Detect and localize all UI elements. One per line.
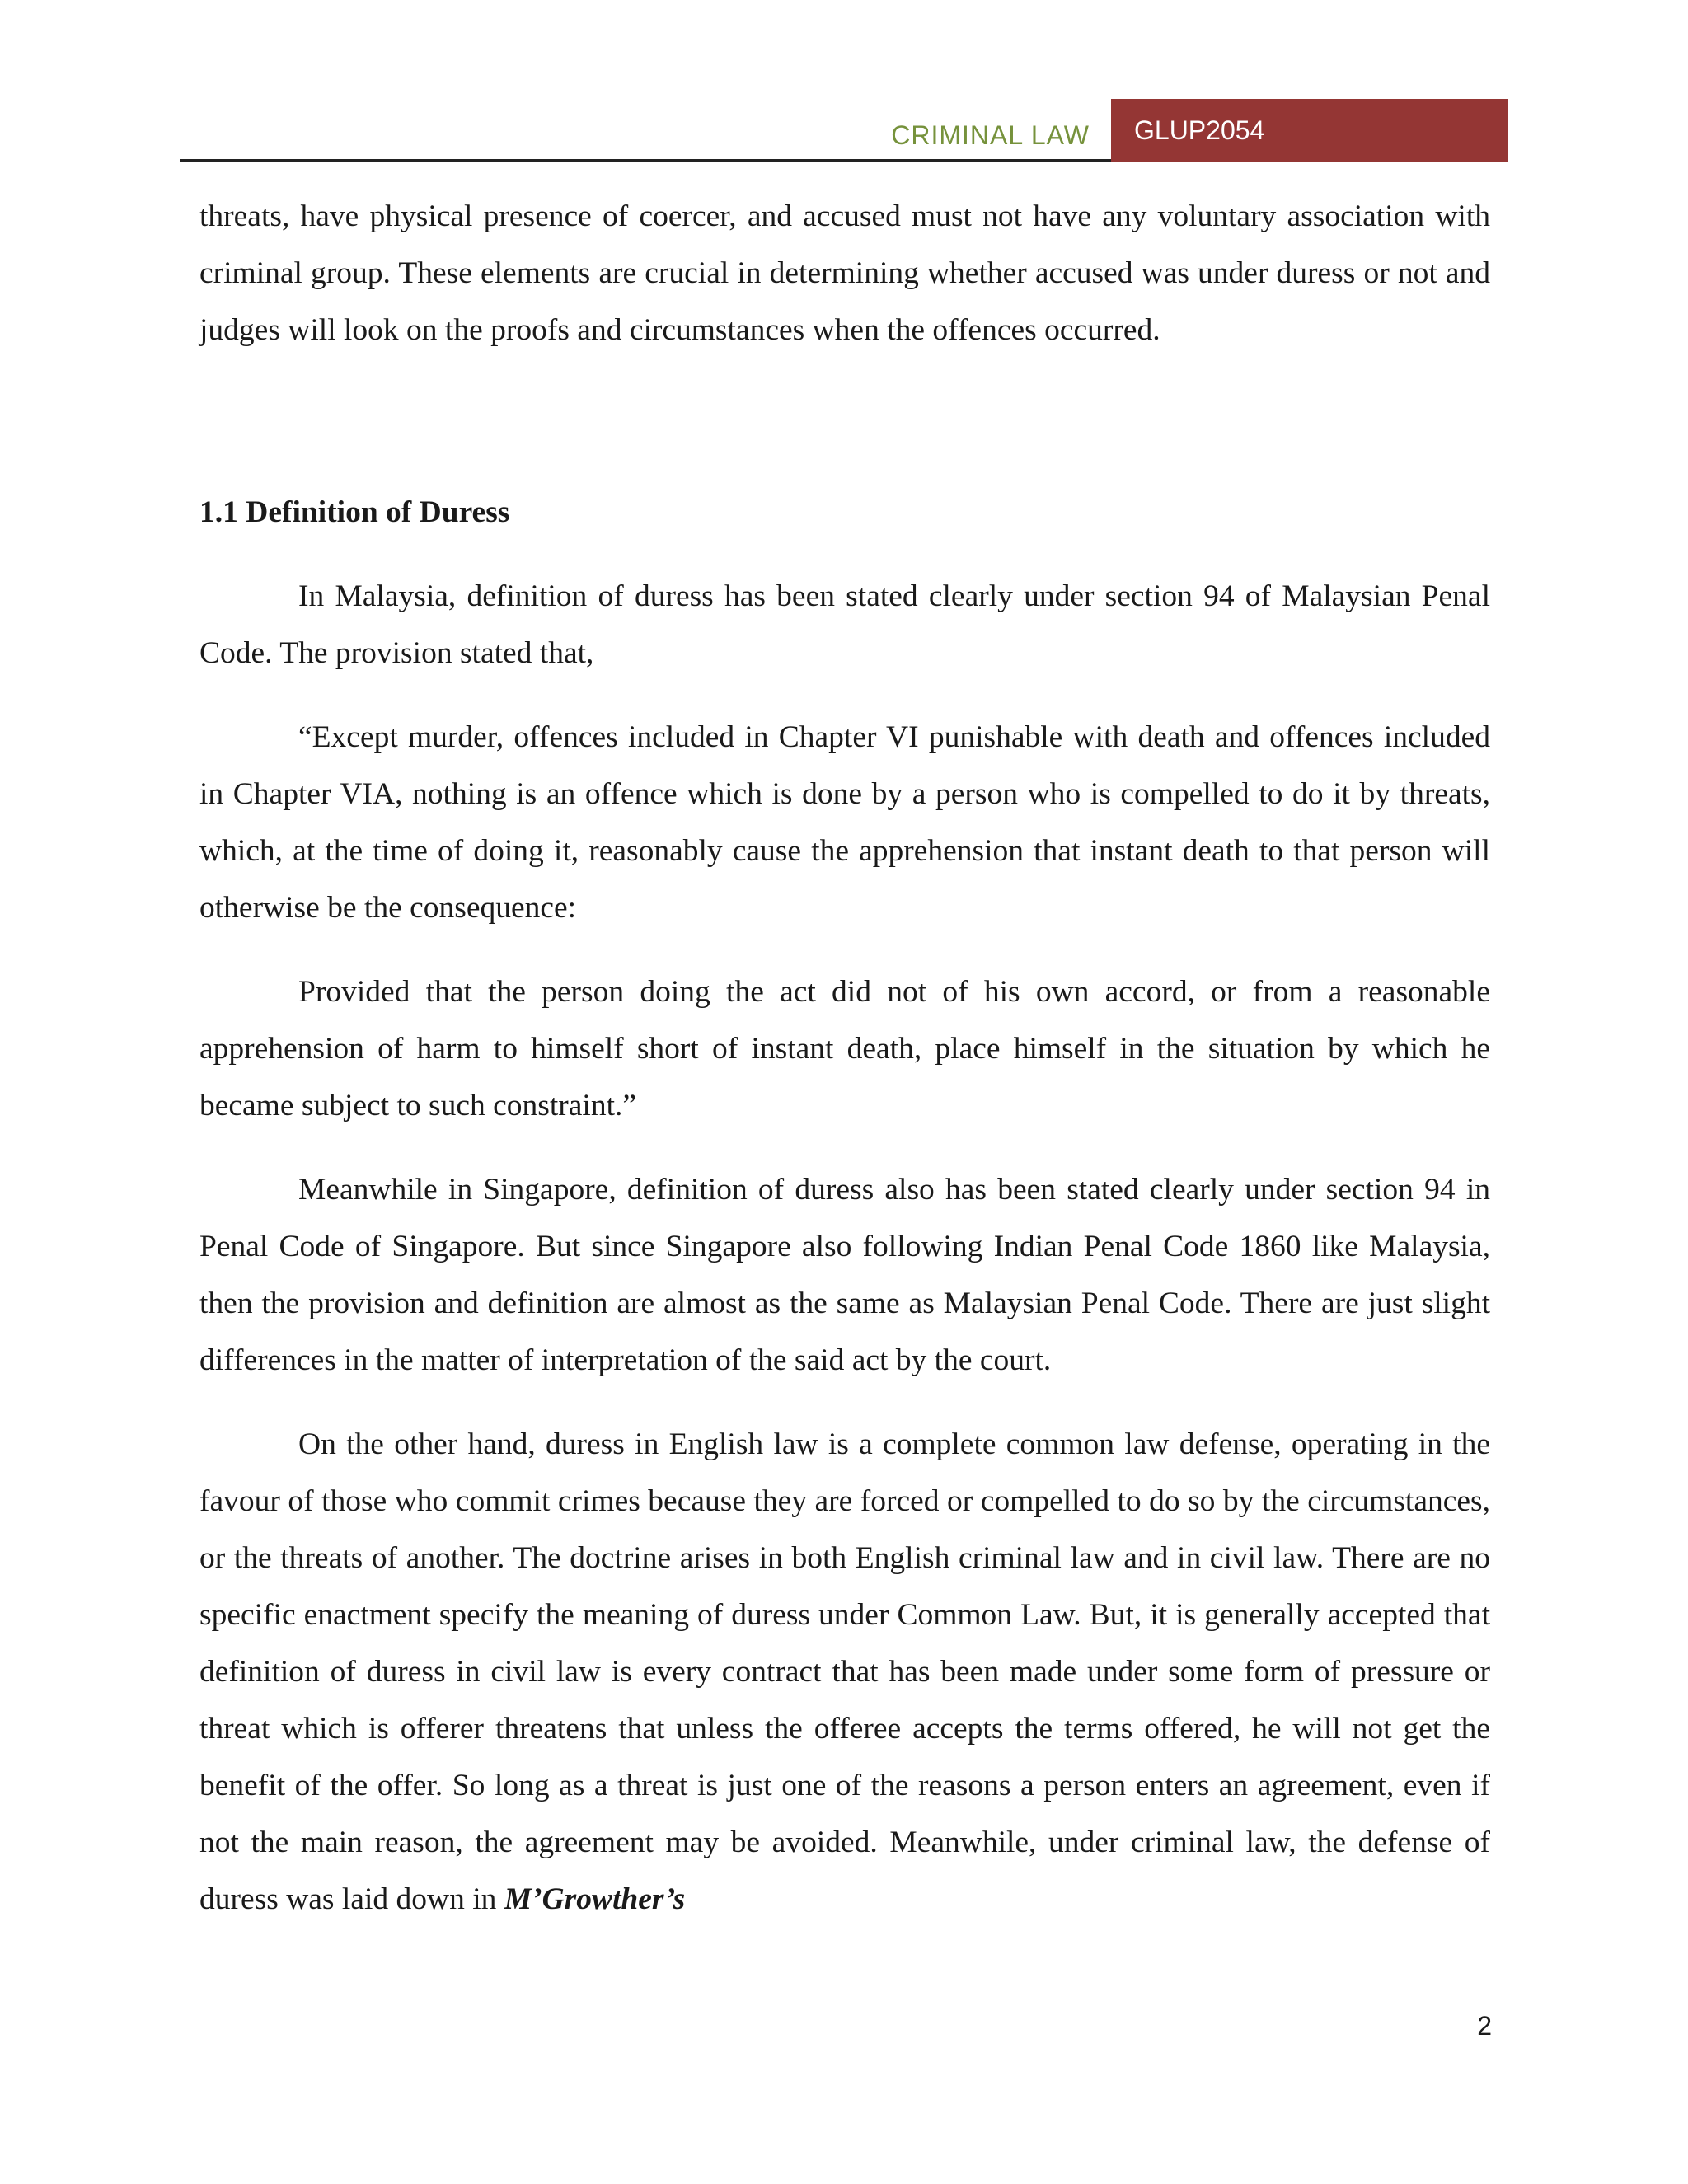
case-name: M’Growther’s [504,1882,686,1916]
intro-paragraph: threats, have physical presence of coercer, and accused must not have any voluntary association with criminal group. These elements are crucial in determining whether accused was under duress or not and judges will look on the proofs and circumstances when the offences occurred. [199,199,1490,347]
page-header [180,99,1508,162]
document-body [199,188,1490,1928]
singapore-paragraph: Meanwhile in Singapore, definition of duress also has been stated clearly under section 94 in Penal Code of Singapore. But since Singapore also following Indian Penal Code 1860 like Malaysia, then the provision and definition are almost as the same as Malaysian Penal Code. There are just slight differences in the matter of interpretation of the said act by the court. [199,1173,1490,1377]
proviso-paragraph: Provided that the person doing the act did not of his own accord, or from a reasonable apprehension of harm to himself short of instant death, place himself in the situation by which he became subject to such constraint.” [199,975,1490,1122]
page-number: 2 [1477,2011,1492,2041]
malaysia-paragraph: In Malaysia, definition of duress has been stated clearly under section 94 of Malaysian Penal Code. The provision stated that, [199,579,1490,670]
english-law-text: On the other hand, duress in English law is a complete common law defense, operating in the favour of those who commit crimes because they are forced or compelled to do so by the circumstances, or the threats of another. The doctrine arises in both English criminal law and in civil law. There are no specific enactment specify the meaning of duress under Common Law. But, it is generally accepted that definition of duress in civil law is every contract that has been made under some form of pressure or threat which is offerer threatens that unless the offeree accepts the terms offered, he will not get the benefit of the offer. So long as a threat is just one of the reasons a person enters an agreement, even if not the main reason, the agreement may be avoided. Meanwhile, under criminal law, the defense of duress was laid down in [199,1427,1490,1916]
course-code-badge: GLUP2054 [1111,99,1508,162]
section-heading: 1.1 Definition of Duress [199,495,510,529]
header-title: CRIMINAL LAW [891,120,1090,150]
english-law-paragraph [199,1416,1490,1928]
statute-quote-paragraph: “Except murder, offences included in Chapter VI punishable with death and offences included in Chapter VIA, nothing is an offence which is done by a person who is compelled to do it by threats, which, at the time of doing it, reasonably cause the apprehension that instant death to that person will otherwise be the consequence: [199,720,1490,925]
